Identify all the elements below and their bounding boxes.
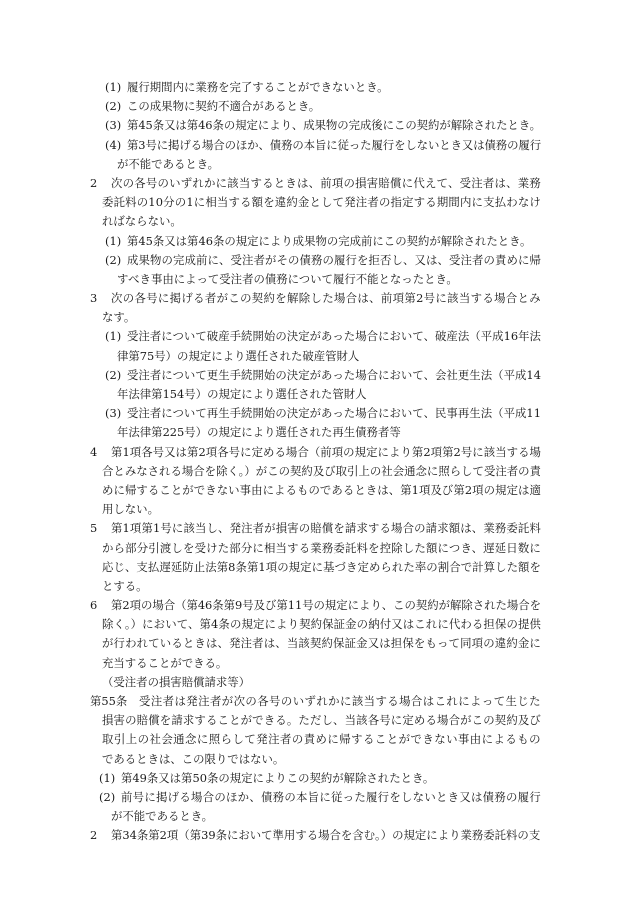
text-line [0,97,630,116]
line-text: 第34条第2項（第39条において準用する場合を含む。）の規定により業務委託料の支 [111,828,541,843]
text-line [0,270,630,289]
line-text: なす。 [102,310,136,325]
text-line [0,462,630,481]
line-text: 第3号に掲げる場合のほか、債務の本旨に従った履行をしないとき又は債務の履行 [127,137,541,152]
line-text: 第49条又は第50条の規定によりこの契約が解除されたとき。 [121,770,435,785]
numbered-item [0,78,630,97]
line-text: 受注者は発注者が次の各号のいずれかに該当する場合はこれによって生じた [139,694,541,708]
text-line [0,251,630,270]
text-line [0,500,630,519]
line-text: 第45条又は第46条の規定により成果物の完成前にこの契約が解除されたとき。 [127,233,532,248]
line-text: 成果物の完成前に、受注者がその債務の履行を拒否し、又は、受注者の責めに帰 [127,252,541,267]
line-text: 受注者について破産手続開始の決定があった場合において、破産法（平成16年法 [127,329,541,344]
numbered-paragraph [0,596,630,673]
line-text: から部分引渡しを受けた部分に相当する業務委託料を控除した額につき、遅延日数に [102,540,541,555]
paragraph-number: 2 [90,828,98,843]
line-text: 年法律第225号）の規定により選任された再生債務者等 [117,425,401,440]
text-line [0,404,630,423]
numbered-paragraph [0,174,630,232]
paragraph-number: 2 [90,175,98,190]
text-line [0,308,630,327]
article-number: 第55条 [90,694,128,708]
line-text: 第1項第1号に該当し、発注者が損害の賠償を請求する場合の請求額は、業務委託料 [111,521,541,536]
text-line [0,347,630,366]
line-text: 前号に掲げる場合のほか、債務の本旨に従った履行をしないとき又は債務の履行 [121,789,541,804]
numbered-paragraph [0,826,630,845]
section-heading [0,673,630,692]
text-line [0,385,630,404]
line-text: 履行期間内に業務を完了することができないとき。 [127,80,389,94]
numbered-paragraph [0,289,630,327]
line-text: 次の各号のいずれかに該当するときは、前項の損害賠償に代えて、受注者は、業務 [111,175,541,190]
line-text: （受注者の損害賠償請求等） [102,674,251,689]
item-number: (3) [105,406,122,421]
line-text: が不能であるとき。 [117,156,220,171]
text-line [0,750,630,769]
item-number: (1) [99,770,116,785]
line-text: 用しない。 [102,502,159,517]
text-line [0,136,630,155]
text-line [0,193,630,212]
line-text: 充当することができる。 [102,655,228,670]
text-line [0,116,630,135]
text-line [0,366,630,385]
line-text: であるときは、この限りではない。 [102,751,285,766]
numbered-item [0,232,630,251]
paragraph-number: 4 [90,444,98,459]
numbered-item [0,136,630,174]
item-number: (2) [105,252,122,267]
numbered-item [0,116,630,135]
line-text: 受注者について再生手続開始の決定があった場合において、民事再生法（平成11 [127,406,541,421]
line-text: 年法律第154号）の規定により選任された管財人 [117,387,367,401]
numbered-item [0,327,630,365]
text-line [0,826,630,845]
text-line [0,769,630,788]
text-line [0,711,630,730]
text-line [0,443,630,462]
numbered-paragraph [0,519,630,596]
numbered-item [0,366,630,404]
item-number: (2) [105,367,122,382]
text-line [0,481,630,500]
line-text: とする。 [102,578,148,593]
text-line [0,615,630,634]
item-number: (1) [105,233,122,248]
text-line [0,539,630,558]
numbered-item [0,404,630,442]
article [0,692,630,769]
text-line [0,327,630,346]
numbered-item [0,251,630,289]
numbered-item [0,769,630,788]
text-line [0,596,630,615]
line-text: ればならない。 [102,214,182,229]
line-text: この成果物に契約不適合があるとき。 [127,99,321,114]
line-text: 受注者について更生手続開始の決定があった場合において、会社更生法（平成14 [127,367,541,382]
line-text: 委託料の10分の1に相当する額を違約金として発注者の指定する期間内に支払わなけ [102,195,541,210]
text-line [0,673,630,692]
text-line [0,558,630,577]
text-line [0,807,630,826]
text-line [0,654,630,673]
numbered-item [0,788,630,826]
line-text: 第2項の場合（第46条第9号及び第11号の規定により、この契約が解除された場合を [111,598,541,613]
line-text: すべき事由によって受注者の債務について履行不能となったとき。 [117,271,458,286]
text-line [0,730,630,749]
text-line [0,692,630,711]
text-line [0,577,630,596]
line-text: 損害の賠償を請求することができる。ただし、当該各号に定める場合がこの契約及び [102,713,541,728]
item-number: (3) [105,118,122,133]
line-text: 律第75号）の規定により選任された破産管財人 [117,348,360,363]
text-line [0,289,630,308]
item-number: (2) [99,789,116,804]
numbered-item [0,97,630,116]
text-line [0,519,630,538]
item-number: (2) [105,99,122,114]
line-text: 合とみなされる場合を除く。）がこの契約及び取引上の社会通念に照らして受注者の責 [102,463,541,478]
paragraph-number: 3 [90,291,98,306]
line-text: 第1項各号又は第2項各号に定める場合（前項の規定により第2項第2号に該当する場 [111,444,541,459]
paragraph-number: 5 [90,521,98,536]
text-line [0,423,630,442]
paragraph-number: 6 [90,598,98,613]
line-text: が不能であるとき。 [111,809,214,824]
document-body [0,78,630,846]
text-line [0,155,630,174]
line-text: 第45条又は第46条の規定により、成果物の完成後にこの契約が解除されたとき。 [127,118,541,133]
text-line [0,212,630,231]
text-line [0,232,630,251]
line-text: 取引上の社会通念に照らして発注者の責めに帰することができない事由によるもの [102,732,541,747]
line-text: 次の各号に掲げる者がこの契約を解除した場合は、前項第2号に該当する場合とみ [111,291,541,306]
line-text: めに帰することができない事由によるものであるときは、第1項及び第2項の規定は適 [102,482,541,497]
numbered-paragraph [0,443,630,520]
text-line [0,78,630,97]
line-text: 応じ、支払遅延防止法第8条第1項の規定に基づき定められた率の割合で計算した額を [102,559,541,574]
text-line [0,634,630,653]
item-number: (1) [105,329,122,344]
text-line [0,788,630,807]
line-text: 除く。）において、第4条の規定により契約保証金の納付又はこれに代わる担保の提供 [102,617,541,632]
item-number: (4) [105,137,122,152]
line-text: が行われているときは、発注者は、当該契約保証金又は担保をもって同項の違約金に [102,636,541,651]
text-line [0,174,630,193]
item-number: (1) [105,80,122,94]
